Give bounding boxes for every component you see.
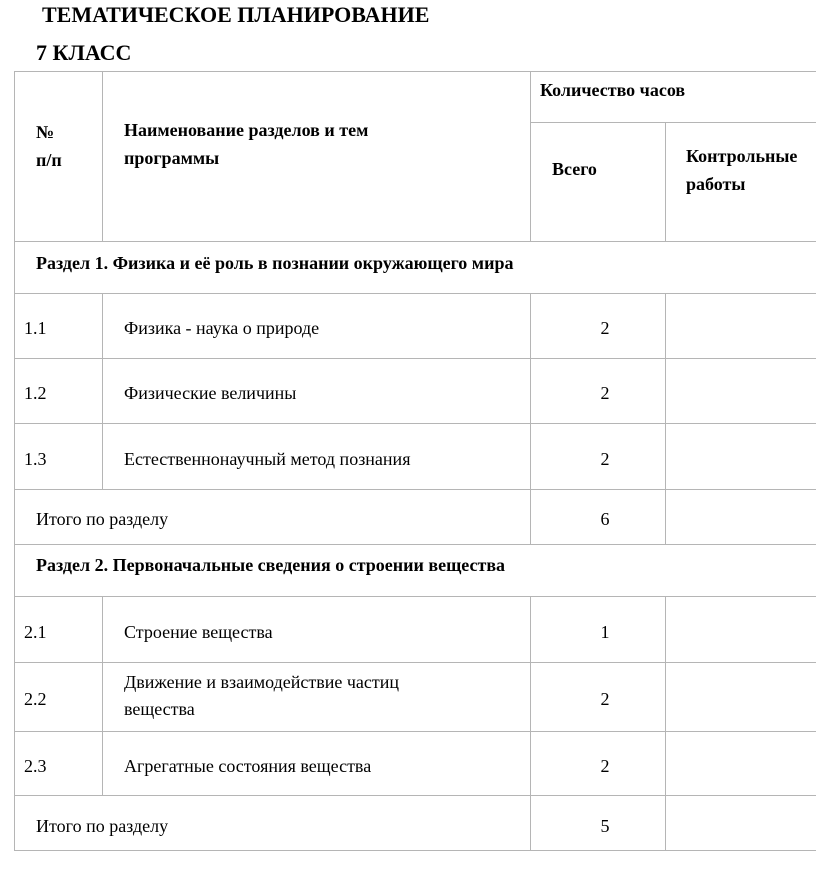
row-number: 2.1 [24,622,47,642]
col-number-right-s1 [102,293,103,490]
row-1-2-bottom-line [14,423,816,424]
header-control: Контрольные работы [686,146,798,194]
row-total: 1 [600,622,610,642]
row-name: Агрегатные состояния вещества [124,756,372,776]
row-total: 2 [600,383,610,403]
row-2-3-bottom-line [14,795,816,796]
col-number-right-header [102,71,103,242]
header-number: № п/п [36,122,62,170]
col-number-right-s2 [102,596,103,796]
row-2-2-bottom-line [14,731,816,732]
col-name-right-s2 [530,596,531,851]
section-title: Раздел 1. Физика и её роль в познании окружающего мира [36,253,514,273]
section1-bottom-line [14,293,816,294]
row-total: 2 [600,689,610,709]
row-1-1-bottom-line [14,358,816,359]
row-number: 1.1 [24,318,47,338]
col-name-right-header [530,71,531,242]
subtotal-label: Итого по разделу [36,816,169,836]
row-name: Движение и взаимодействие частиц вещества [124,672,400,719]
header-total: Всего [552,159,597,179]
subtotal-value: 5 [600,816,610,836]
col-name-right-s1 [530,293,531,545]
row-total: 2 [600,449,610,469]
row-number: 2.2 [24,689,47,709]
row-number: 2.3 [24,756,47,776]
row-name: Физика - наука о природе [124,318,320,338]
section-title: Раздел 2. Первоначальные сведения о строении вещества [36,555,506,575]
subtotal1-bottom-line [14,544,816,545]
row-2-1-bottom-line [14,662,816,663]
row-name: Физические величины [124,383,297,403]
row-name: Естественнонаучный метод познания [124,449,411,469]
header-split-line [530,122,816,123]
row-number: 1.2 [24,383,47,403]
section2-bottom-line [14,596,816,597]
table-border-top [14,71,816,72]
header-hours: Количество часов [540,80,686,100]
header-name: Наименование разделов и тем программы [124,120,369,168]
page-title: ТЕМАТИЧЕСКОЕ ПЛАНИРОВАНИЕ [42,2,430,27]
header-bottom-line [14,241,816,242]
row-total: 2 [600,756,610,776]
row-number: 1.3 [24,449,47,469]
row-name: Строение вещества [124,622,273,642]
table-border-bottom [14,850,816,851]
subtotal-value: 6 [600,509,610,529]
subtotal-label: Итого по разделу [36,509,169,529]
row-total: 2 [600,318,610,338]
grade-label: 7 КЛАСС [36,40,132,65]
col-total-right-header [665,122,666,242]
table-border-left [14,71,15,851]
row-1-3-bottom-line [14,489,816,490]
